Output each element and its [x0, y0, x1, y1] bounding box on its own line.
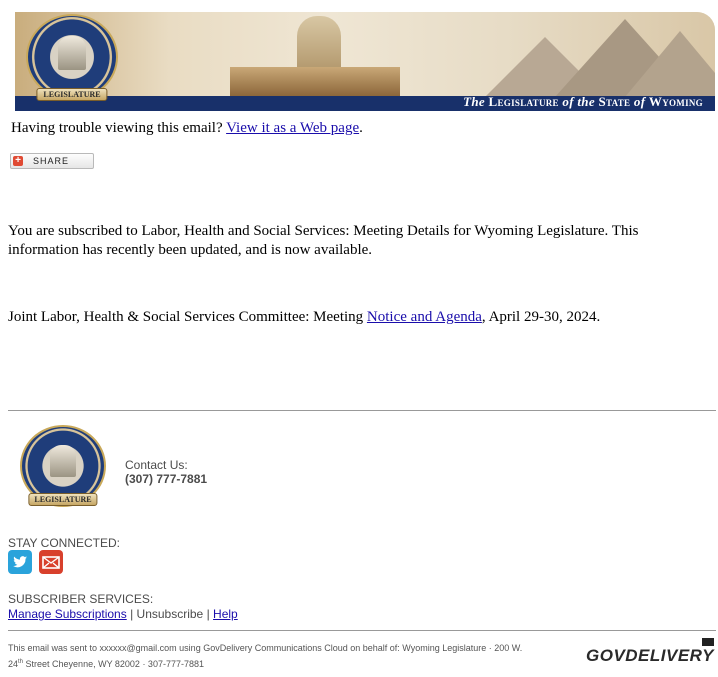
banner-capitol-building [230, 67, 400, 97]
seal-ribbon: LEGISLATURE [36, 88, 107, 101]
stay-connected-heading: STAY CONNECTED: [8, 536, 121, 550]
envelope-glyph [39, 550, 63, 574]
legal-divider [8, 630, 716, 631]
seal-ribbon: LEGISLATURE [28, 493, 97, 506]
subscriber-services-heading: SUBSCRIBER SERVICES: [8, 592, 154, 606]
header-banner [15, 12, 715, 111]
help-link[interactable]: Help [213, 607, 238, 621]
footer-divider [8, 410, 716, 411]
footer-seal-logo [20, 425, 106, 507]
trouble-viewing-line: Having trouble viewing this email? View it as a Web page. [11, 120, 363, 136]
manage-subscriptions-link[interactable]: Manage Subscriptions [8, 607, 127, 621]
seal-logo [26, 14, 118, 100]
govdelivery-logo: GOVDELIVERY [586, 646, 714, 665]
banner-title: The Legislature of the State of Wyoming [463, 94, 703, 109]
unsubscribe-link[interactable]: Unsubscribe [136, 607, 204, 621]
email-icon[interactable] [39, 550, 63, 574]
banner-title-strip [15, 96, 715, 111]
meeting-notice: Joint Labor, Health & Social Services Committee: Meeting Notice and Agenda, April 29-30, 2024. [8, 309, 601, 325]
notice-agenda-link[interactable]: Notice and Agenda [366, 309, 482, 325]
banner-mountain [625, 31, 715, 97]
subscription-intro: You are subscribed to Labor, Health and Social Services: Meeting Details for Wyoming Legislature. This information has recently been updated, and is now available. [8, 223, 639, 258]
subscriber-links: Manage Subscriptions | Unsubscribe | Help [8, 607, 238, 621]
seal-capitol-icon [50, 445, 76, 477]
share-plus-icon: + [13, 156, 23, 166]
twitter-bird-glyph [8, 550, 32, 574]
seal-capitol-icon [58, 36, 86, 70]
contact-label: Contact Us: [125, 458, 188, 472]
govdelivery-envelope-icon [702, 638, 714, 646]
share-button[interactable]: + SHARE [10, 153, 94, 169]
twitter-icon[interactable] [8, 550, 32, 574]
view-web-page-link[interactable]: View it as a Web page [226, 120, 360, 136]
contact-phone: (307) 777-7881 [125, 472, 208, 486]
legal-text: This email was sent to xxxxxx@gmail.com using GovDelivery Communications Cloud on behalf of: Wyoming Legislature · 200 W. 24th Street Cheyenne, WY 82002 · 307-777-7881 [8, 643, 523, 669]
